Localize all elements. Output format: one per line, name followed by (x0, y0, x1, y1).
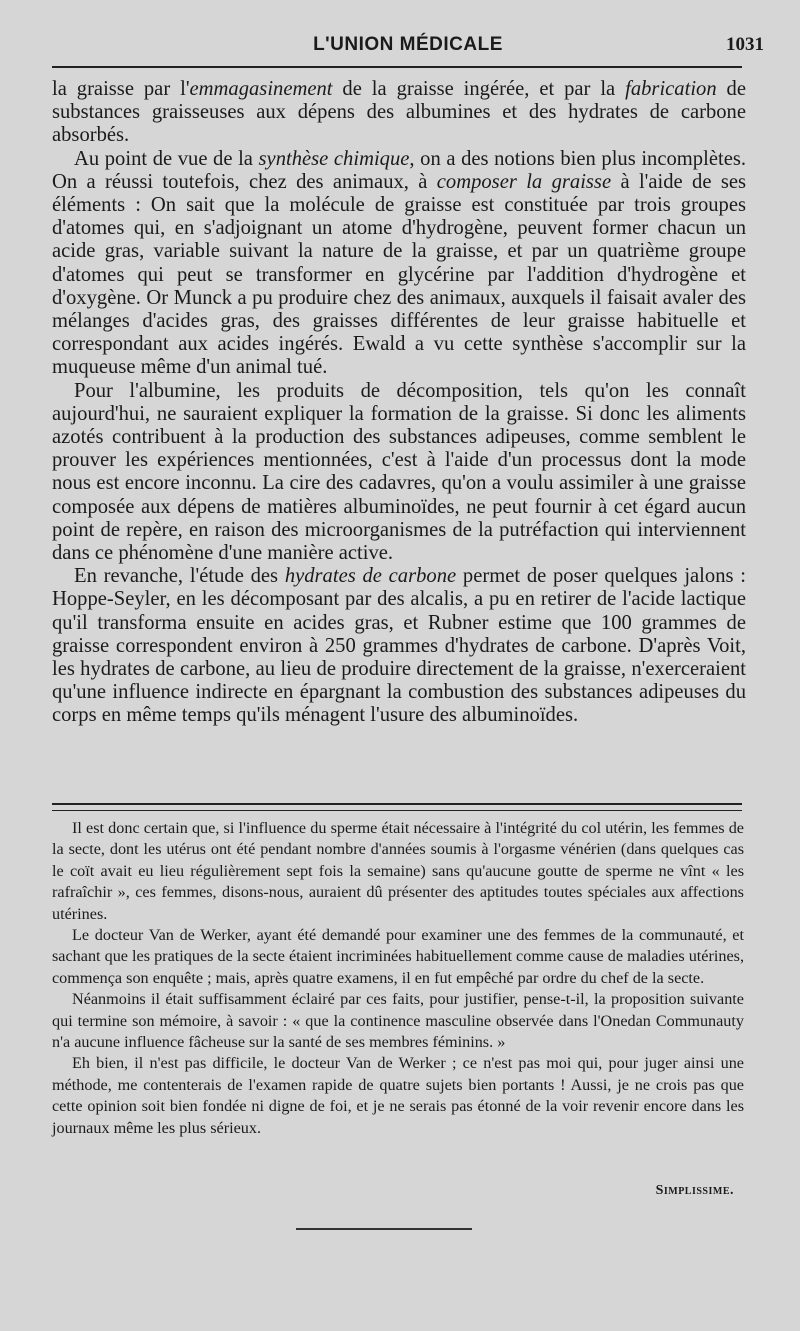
signature: Simplissime. (655, 1183, 734, 1198)
end-rule (296, 1228, 472, 1230)
page-header (52, 28, 764, 68)
text-run: de substances graisseuses aux dépens des albumines et des hydrates de carbone absorbés. (52, 78, 746, 147)
text-run: permet de poser quelques jalons : Hoppe-Seyler, en les décomposant par des alcalis, a pu en retirer de l'acide lactique qu'il transforma ensuite en acides gras, et Rubner estime que 100 grammes de graisse correspondent environ à 250 grammes d'hydrates de carbone. D'après Voit, les hydrates de carbone, au lieu de produire directement de la graisse, n'exerceraient qu'une influence indirecte en épargnant la combustion des substances adipeuses du corps en même temps qu'ils ménagent l'usure des albuminoïdes. (52, 565, 746, 727)
italic-term: fabrication (625, 78, 717, 100)
running-title: L'UNION MÉDICALE (313, 34, 503, 55)
italic-term: hydrates de carbone (284, 565, 457, 588)
text-run: En revanche, l'étude des (74, 565, 285, 588)
paragraph-carbohydrates (52, 565, 746, 727)
paragraph-fat-storage (52, 78, 746, 148)
text-run: à l'aide de ses éléments : On sait que la molécule de graisse est constituée par trois groupes d'atomes qui, en s'adjoignant un atome d'hydrogène, peuvent former chacun un acide gras, variable suivant la nature de la graisse, et par un quatrième groupe d'atomes qui peut se transformer en glycérine par l'addition d'hydrogène et d'oxygène. Or Munck a pu produire chez des animaux, auxquels il faisait avaler des mélanges d'acides gras, des graisses différentes de leur graisse habituelle et correspondant aux acides ingérés. Ewald a vu cette synthèse s'accomplir sur la muqueuse même d'un animal tué. (52, 170, 746, 379)
text-run: , on a des notions bien plus incomplètes. On a réussi toutefois, chez des animaux, à (52, 147, 746, 193)
main-text (52, 78, 746, 728)
note-paragraph-4: Eh bien, il n'est pas difficile, le docteur Van de Werker ; ce n'est pas moi qui, pour juger ainsi une méthode, me contenterais de l'examen rapide de quatre sujets bien portants ! Aussi, je ne crois pas que cette opinion soit bien fondée ni digne de foi, et je ne serais pas étonné de la voir revenir encore dans les journaux même les plus sérieux. (52, 1054, 744, 1137)
italic-term: composer la graisse (436, 170, 612, 193)
italic-term: emmagasinement (189, 78, 333, 100)
italic-term: synthèse chimique (258, 147, 410, 170)
section-divider (52, 803, 742, 811)
page-number: 1031 (726, 34, 764, 55)
note-paragraph-2: Le docteur Van de Werker, ayant été demandé pour examiner une des femmes de la communauté, et sachant que les pratiques de la secte étaient incriminées habituellement comme cause de maladies utérines, commença son enquête ; mais, après quatre examens, il en fut empêché par ordre du chef de la secte. (52, 926, 744, 987)
paragraph-chemical-synthesis (52, 148, 746, 380)
note-paragraph-1: Il est donc certain que, si l'influence du sperme était nécessaire à l'intégrité du col utérin, les femmes de la secte, dont les utérus ont été pendant nombre d'années soumis à l'orgasme vénérien (dans quelques cas le coït avait eu lieu régulièrement sept fois la semaine) sans qu'aucune goutte de sperme ne vînt « les rafraîchir », ces femmes, disons-nous, auraient dû présenter des aptitudes toutes spéciales aux affections utérines. (52, 819, 744, 923)
text-run: de la graisse ingérée, et par la (332, 78, 626, 100)
note-paragraph-3: Néanmoins il était suffisamment éclairé par ces faits, pour justifier, pense-t-il, la proposition suivante qui termine son mémoire, à savoir : « que la continence masculine observée dans l'Onedan Communauty n'a aucune influence fâcheuse sur la santé de ses membres féminins. » (52, 990, 744, 1052)
text-run: Au point de vue de la (74, 147, 259, 170)
feuilleton-text (52, 818, 744, 1139)
paragraph-albumine: Pour l'albumine, les produits de décomposition, tels qu'on les connaît aujourd'hui, ne sauraient expliquer la formation de la graisse. Si donc les aliments azotés contribuent à la production des substances adipeuses, comme semblent le prouver les expériences mentionnées, c'est à l'aide d'un processus dont la mode nous est encore inconnu. La cire des cadavres, qu'on a voulu assimiler à une graisse composée aux dépens de matières albuminoïdes, ne peut fournir à cet égard aucun point de repère, en raison des microorganismes de la putréfaction qui interviennent dans ce phénomène d'une manière active. (52, 379, 746, 565)
header-rule (52, 66, 742, 68)
text-run: la graisse par l' (52, 78, 190, 100)
